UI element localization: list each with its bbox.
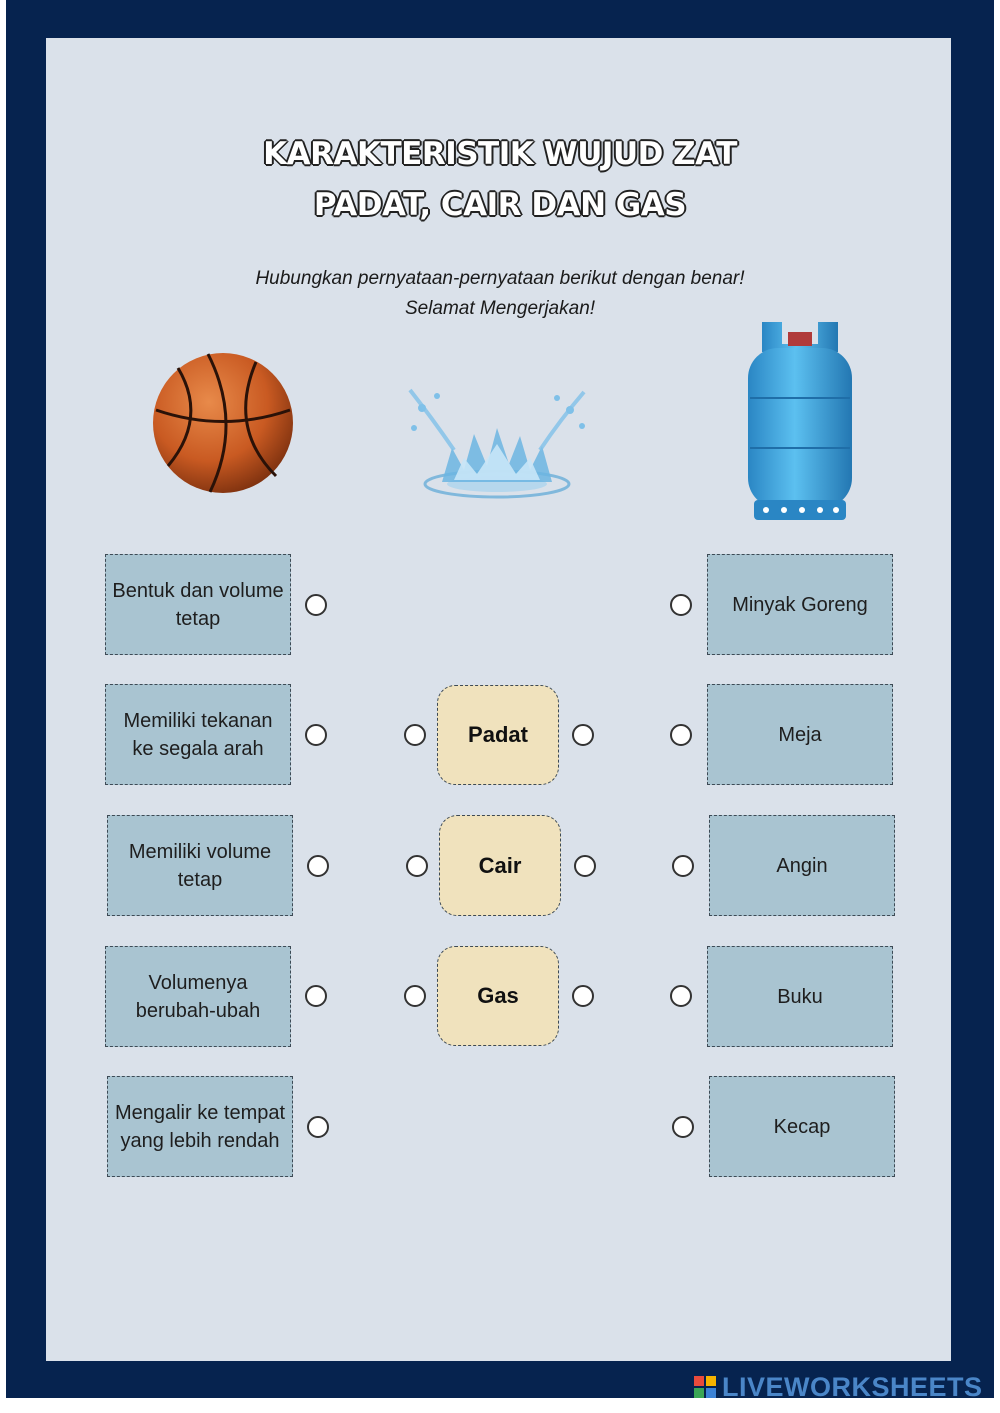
worksheet-title-line2: PADAT, CAIR DAN GAS (313, 187, 687, 223)
connector-dot[interactable] (574, 855, 596, 877)
connector-dot[interactable] (404, 724, 426, 746)
liveworksheets-logo (694, 1371, 983, 1402)
example-box: Kecap (709, 1076, 895, 1177)
category-box-gas: Gas (437, 946, 559, 1046)
basketball-image (148, 348, 298, 498)
liveworksheets-icon (694, 1376, 716, 1398)
instruction-text: Hubungkan pernyataan-pernyataan berikut dengan benar! (255, 268, 745, 289)
connector-dot[interactable] (672, 1116, 694, 1138)
example-box: Buku (707, 946, 893, 1047)
statement-box: Volumenya berubah-ubah (105, 946, 291, 1047)
connector-dot[interactable] (670, 724, 692, 746)
greeting-text: Selamat Mengerjakan! (404, 298, 596, 319)
connector-dot[interactable] (406, 855, 428, 877)
category-box-padat: Padat (437, 685, 559, 785)
connector-dot[interactable] (670, 594, 692, 616)
water-splash-image (392, 378, 602, 503)
example-box: Meja (707, 684, 893, 785)
connector-dot[interactable] (672, 855, 694, 877)
example-box: Minyak Goreng (707, 554, 893, 655)
statement-box: Bentuk dan volume tetap (105, 554, 291, 655)
connector-dot[interactable] (307, 1116, 329, 1138)
connector-dot[interactable] (307, 855, 329, 877)
connector-dot[interactable] (305, 594, 327, 616)
category-box-cair: Cair (439, 815, 561, 916)
worksheet-title-line1: KARAKTERISTIK WUJUD ZAT (263, 136, 737, 172)
connector-dot[interactable] (572, 724, 594, 746)
connector-dot[interactable] (670, 985, 692, 1007)
connector-dot[interactable] (305, 985, 327, 1007)
statement-box: Mengalir ke tempat yang lebih rendah (107, 1076, 293, 1177)
connector-dot[interactable] (305, 724, 327, 746)
example-box: Angin (709, 815, 895, 916)
connector-dot[interactable] (404, 985, 426, 1007)
statement-box: Memiliki tekanan ke segala arah (105, 684, 291, 785)
statement-box: Memiliki volume tetap (107, 815, 293, 916)
connector-dot[interactable] (572, 985, 594, 1007)
gas-cylinder-image (742, 318, 858, 524)
brand-text: LIVEWORKSHEETS (722, 1371, 983, 1402)
